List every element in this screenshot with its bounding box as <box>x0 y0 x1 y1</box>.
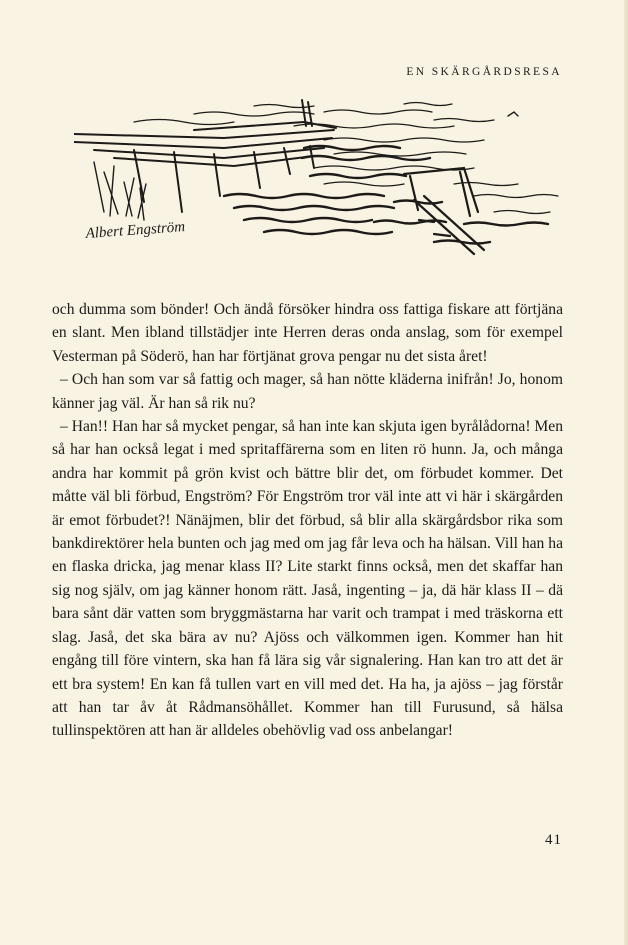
page-number: 41 <box>545 832 562 848</box>
illustration-signature: Albert Engström <box>85 219 186 242</box>
paragraph: – Och han som var så fattig och mager, så han nötte kläderna inifrån! Jo, honom känner jag väl. Är han så rik nu? <box>52 371 563 412</box>
paragraph: och dumma som bönder! Och ändå försöker hindra oss fattiga fiskare att förtjäna en slant. Men ibland tillstädjer inte Herren deras onda anslag, som för exempel Vesterman på Söderö, han har förtjänat grova pengar nu det sista året! <box>52 301 563 365</box>
paragraph: – Han!! Han har så mycket pengar, så han inte kan skjuta igen byrålådorna! Men så har han också legat i med spritaffärerna som en liten rö hunn. Ja, och många andra har kommit på grön kvist och bättre blir det, om förbudet kommer. Det måtte väl bli förbud, Engström? För Engström tror väl inte att vi här i skärgården är emot förbudet?! Nänäjmen, blir det förbud, så blir alla skärgårdsbor rika som bankdirektörer hela bunten och jag med om jag får leva och ha hälsan. Vill han ha en flaska dricka, jag menar klass II? Lite starkt finns också, men det skaffar han sig nog själv, om jag känner honom rätt. Jaså, ingenting – ja, dä här klass II – dä bara sånt där vatten som bryggmästarna har varit och trampat i med träskorna ett slag. Jaså, det ska bära av nu? Ajöss och välkommen igen. Kommer han hit engång till före vintern, ska han få lära sig vår signalering. Han kan tro att det är ett bra system! En kan få tullen vart en vill med det. Ha ha, ja ajöss – jag förstår att han tar åv åt Rådmansöhållet. Kommer han till Furusund, så hälsa tullinspektören att han är alldeles obehövlig vad oss anbelangar! <box>52 418 563 740</box>
running-head: EN SKÄRGÅRDSRESA <box>406 66 562 78</box>
main-text <box>52 298 563 743</box>
page-edge <box>624 0 628 945</box>
pier-over-water-sketch-icon <box>74 92 570 258</box>
